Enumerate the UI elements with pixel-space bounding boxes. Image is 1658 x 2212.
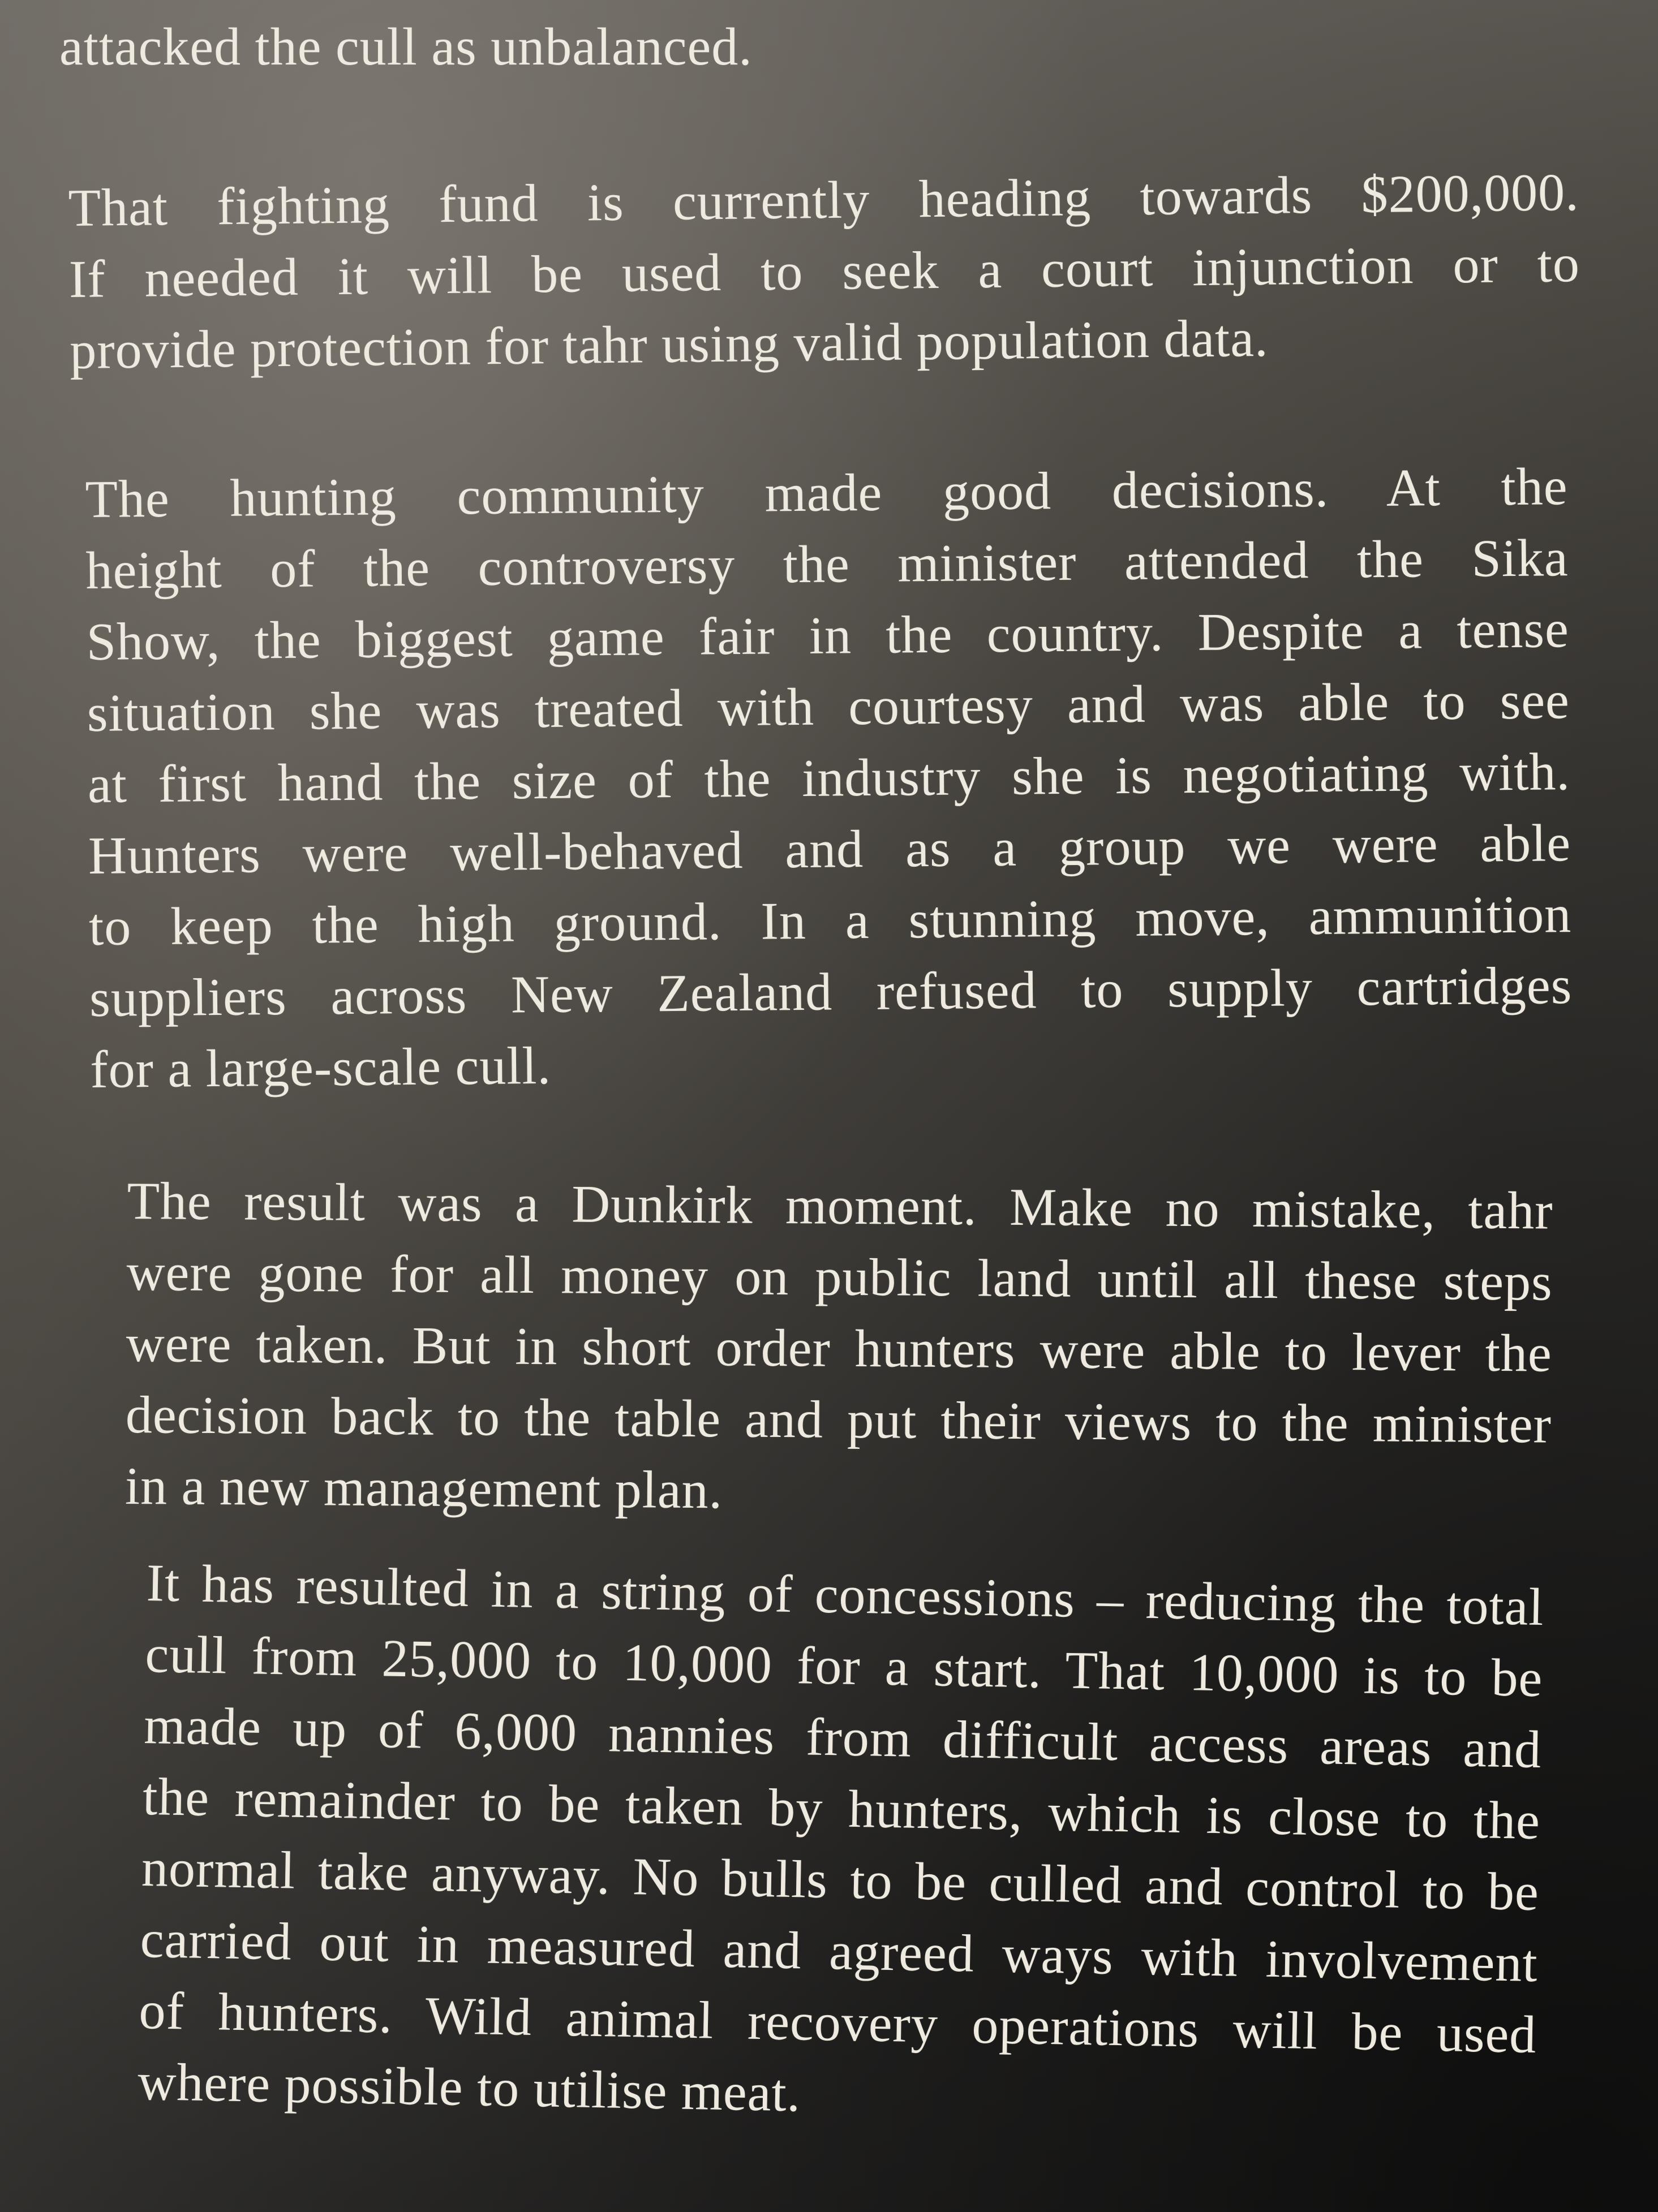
paragraph-dunkirk-moment xyxy=(125,1165,1553,1532)
text-line: in a new management plan. xyxy=(124,1456,723,1520)
paragraph-concessions xyxy=(137,1547,1544,2142)
text-line: where possible to utilise meat. xyxy=(137,2052,802,2123)
text-line: Show, the biggest game fair in the country. Despite a tense xyxy=(86,600,1570,672)
text-line: at first hand the size of the industry she is negotiating with. xyxy=(87,742,1571,814)
text-line: suppliers across New Zealand refused to supply cartridges xyxy=(89,956,1573,1028)
text-line: The result was a Dunkirk moment. Make no mistake, tahr xyxy=(127,1171,1553,1241)
text-line: It has resulted in a string of concessions – reducing the total xyxy=(145,1553,1545,1637)
text-line: provide protection for tahr using valid population data. xyxy=(69,308,1269,380)
text-line: were gone for all money on public land until all these steps xyxy=(126,1242,1553,1312)
text-line: the remainder to be taken by hunters, which is close to the xyxy=(142,1767,1541,1851)
text-line: situation she was treated with courtesy and was able to see xyxy=(87,671,1570,743)
text-line: If needed it will be used to seek a court injunction or to xyxy=(68,234,1580,309)
text-line: Hunters were well-behaved and as a group we were able xyxy=(88,814,1571,885)
text-line: normal take anyway. No bulls to be culled and control to be xyxy=(141,1838,1540,1922)
text-line: made up of 6,000 nannies from difficult access areas and xyxy=(143,1695,1543,1780)
text-line: carried out in measured and agreed ways with involvement xyxy=(139,1909,1539,1993)
text-line: for a large-scale cull. xyxy=(89,1036,552,1099)
text-line: height of the controversy the minister attended the Sika xyxy=(85,528,1569,600)
paragraph-fragment xyxy=(59,11,1576,83)
text-line: of hunters. Wild animal recovery operations will be used xyxy=(138,1981,1537,2064)
text-line: to keep the high ground. In a stunning move, ammunition xyxy=(88,885,1572,957)
text-line: decision back to the table and put their views to the minister xyxy=(125,1385,1552,1454)
text-line: That fighting fund is currently heading towards $200,000. xyxy=(68,163,1580,238)
paragraph-fighting-fund xyxy=(68,157,1581,386)
text-line: attacked the cull as unbalanced. xyxy=(59,18,753,76)
paragraph-hunting-community xyxy=(85,451,1573,1105)
text-line: The hunting community made good decisions. At the xyxy=(85,457,1568,529)
text-line: were taken. But in short order hunters were able to lever the xyxy=(126,1314,1553,1383)
text-line: cull from 25,000 to 10,000 for a start. That 10,000 is to be xyxy=(144,1624,1544,1709)
